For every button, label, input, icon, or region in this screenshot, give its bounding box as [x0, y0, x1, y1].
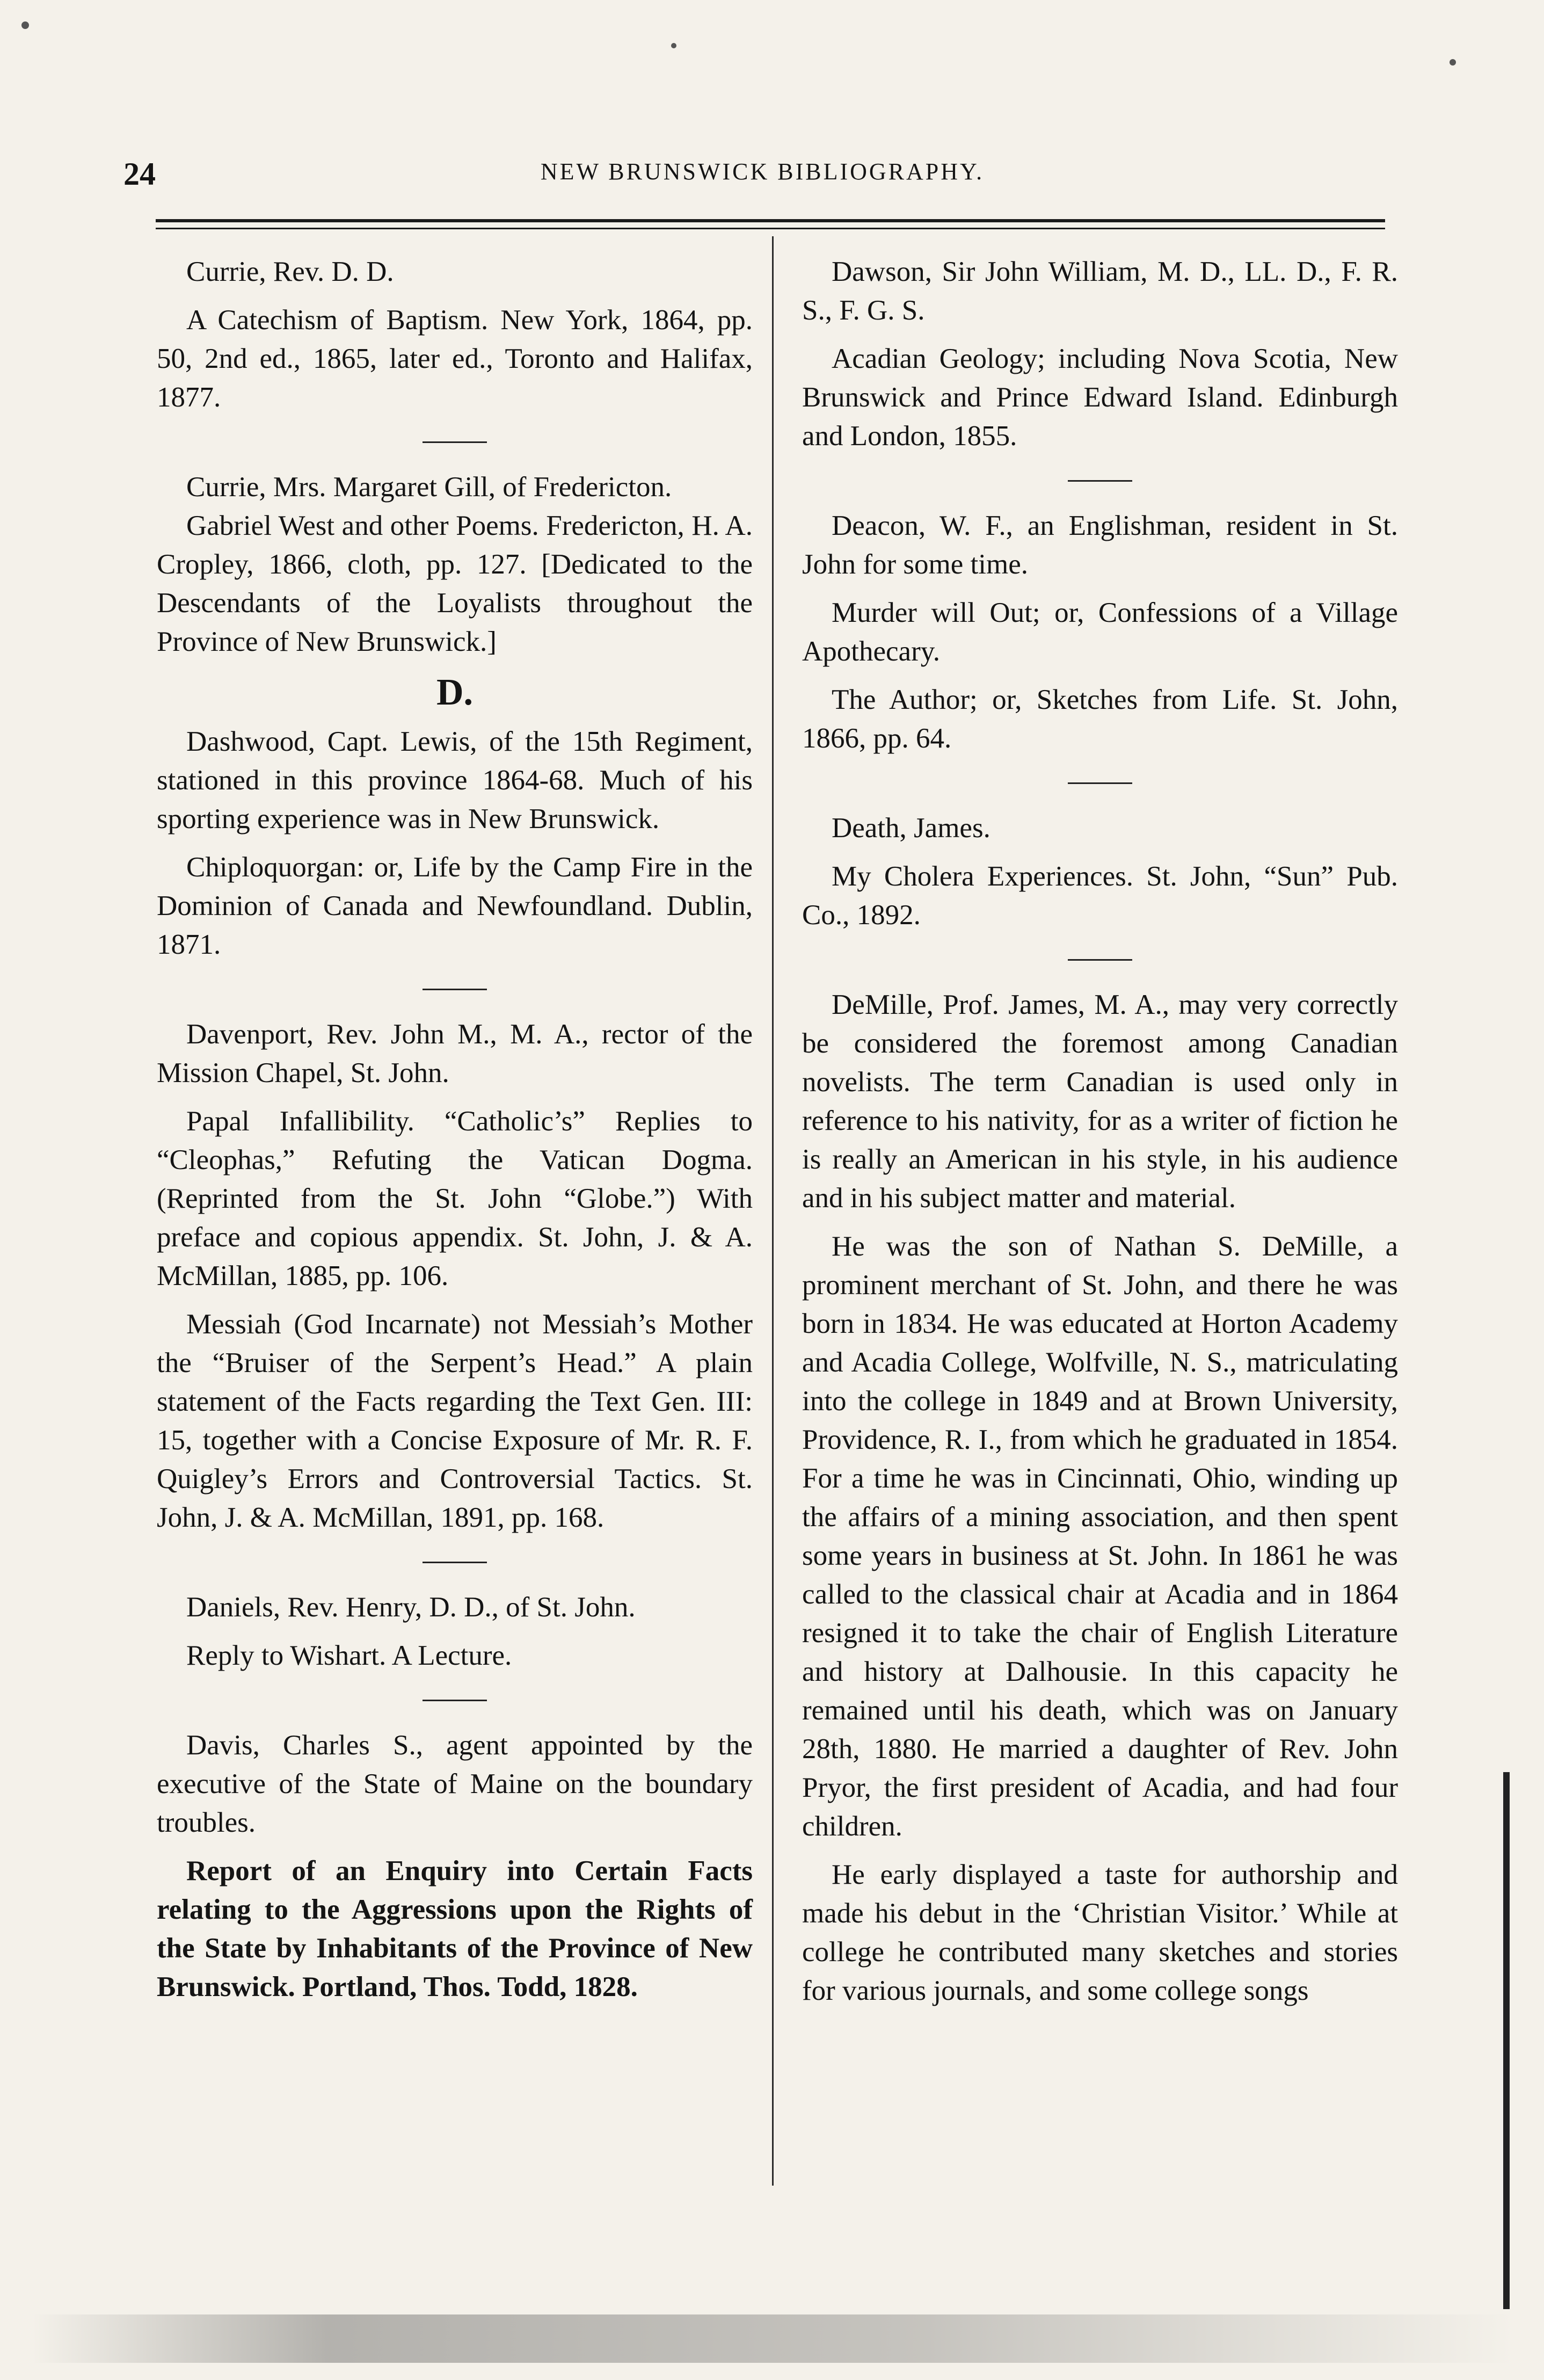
entry-separator: [1068, 959, 1132, 961]
scan-speck: [1450, 59, 1456, 66]
page-header: [123, 156, 1401, 204]
entry-author: Currie, Rev. D. D.: [186, 256, 394, 287]
entry-work: Chiploquorgan: or, Life by the Camp Fire in the Dominion of Canada and Newfoundland. Dublin, 1871.: [157, 852, 753, 960]
bibliography-entry: [157, 468, 753, 661]
biography-paragraph: He early displayed a taste for authorship and made his debut in the ‘Christian Visitor.’ While at college he contributed many sketches and stories for various journals, and some college songs: [802, 1859, 1398, 2006]
entry-work: Murder will Out; or, Confessions of a Village Apothecary.: [802, 597, 1398, 667]
entry-work: Gabriel West and other Poems. Fredericton, H. A. Cropley, 1866, cloth, pp. 127. [Dedicated to the Descendants of the Loyalists throughout the Province of New Brunswick.]: [157, 510, 753, 657]
entry-work: A Catechism of Baptism. New York, 1864, pp. 50, 2nd ed., 1865, later ed., Toronto and Halifax, 1877.: [157, 304, 753, 413]
entry-work: Papal Infallibility. “Catholic’s” Replies to “Cleophas,” Refuting the Vatican Dogma. (Reprinted from the St. John “Globe.”) With preface and copious appendix. St. John, J. & A. McMillan, 1885, pp. 106.: [157, 1106, 753, 1291]
bibliography-entry: [802, 506, 1398, 758]
bibliography-entry: [157, 722, 753, 964]
column-divider: [772, 236, 774, 2186]
bibliography-entry: [802, 252, 1398, 455]
section-letter-heading: D.: [436, 672, 474, 713]
entry-author: DeMille, Prof. James, M. A., may very correctly be considered the foremost among Canadian novelists. The term Canadian is used only in reference to his nativity, for as a writer of fiction he is really an American in his style, in his audience and in his subject matter and material.: [802, 989, 1398, 1214]
entry-separator: [423, 989, 487, 990]
left-column: [157, 252, 753, 2006]
scan-speck: [671, 43, 676, 48]
entry-author: Dashwood, Capt. Lewis, of the 15th Regiment, stationed in this province 1864-68. Much of his sporting experience was in New Brunswick.: [157, 726, 753, 835]
header-rule-thin: [156, 228, 1385, 229]
right-column: [802, 252, 1398, 2010]
bibliography-entry: [802, 985, 1398, 2010]
running-title: NEW BRUNSWICK BIBLIOGRAPHY.: [540, 158, 985, 185]
scan-smudge: [32, 2314, 1514, 2363]
entry-work: Acadian Geology; including Nova Scotia, New Brunswick and Prince Edward Island. Edinburgh and London, 1855.: [802, 343, 1398, 452]
entry-work: Messiah (God Incarnate) not Messiah’s Mother the “Bruiser of the Serpent’s Head.” A plain statement of the Facts regarding the Text Gen. III: 15, together with a Concise Exposure of Mr. R. F. Quigley’s Errors and Controversial Tactics. St. John, J. & A. McMillan, 1891, pp. 168.: [157, 1309, 753, 1533]
entry-author: Davenport, Rev. John M., M. A., rector of the Mission Chapel, St. John.: [157, 1019, 753, 1089]
bibliography-entry: [157, 1726, 753, 2006]
entry-separator: [1068, 480, 1132, 482]
biography-paragraph: He was the son of Nathan S. DeMille, a prominent merchant of St. John, and there he was born in 1834. He was educated at Horton Academy and Acadia College, Wolfville, N. S., matriculating into the college in 1849 and at Brown University, Providence, R. I., from which he graduated in 1854. For a time he was in Cincinnati, Ohio, winding up the affairs of a mining association, and then spent some years in business at St. John. In 1861 he was called to the classical chair at Acadia and in 1864 resigned it to take the chair of English Literature and history at Dalhousie. In this capacity he remained until his death, which was on January 28th, 1880. He married a daughter of Rev. John Pryor, the first president of Acadia, and had four children.: [802, 1231, 1398, 1842]
header-rule-thick: [156, 219, 1385, 222]
bibliography-entry: [802, 809, 1398, 934]
entry-work: The Author; or, Sketches from Life. St. John, 1866, pp. 64.: [802, 684, 1398, 754]
entry-work: Report of an Enquiry into Certain Facts relating to the Aggressions upon the Rights of the State by Inhabitants of the Province of New Brunswick. Portland, Thos. Todd, 1828.: [157, 1855, 753, 2002]
bibliography-entry: [157, 252, 753, 417]
entry-author: Death, James.: [832, 812, 991, 844]
entry-separator: [423, 1700, 487, 1701]
bibliography-entry: [157, 1015, 753, 1537]
entry-author: Currie, Mrs. Margaret Gill, of Fredericton.: [186, 471, 672, 503]
scan-speck: [21, 21, 29, 29]
page-number: 24: [123, 156, 156, 192]
entry-author: Deacon, W. F., an Englishman, resident in St. John for some time.: [802, 510, 1398, 580]
entry-author: Davis, Charles S., agent appointed by the executive of the State of Maine on the boundary troubles.: [157, 1730, 753, 1838]
entry-separator: [423, 1562, 487, 1563]
entry-work: Reply to Wishart. A Lecture.: [186, 1640, 512, 1671]
entry-work: My Cholera Experiences. St. John, “Sun” Pub. Co., 1892.: [802, 861, 1398, 931]
entry-author: Daniels, Rev. Henry, D. D., of St. John.: [186, 1592, 636, 1623]
entry-author: Dawson, Sir John William, M. D., LL. D., F. R. S., F. G. S.: [802, 256, 1398, 326]
bibliography-entry: [157, 1588, 753, 1675]
entry-separator: [1068, 782, 1132, 784]
scan-edge-mark: [1503, 1772, 1510, 2309]
entry-separator: [423, 441, 487, 443]
